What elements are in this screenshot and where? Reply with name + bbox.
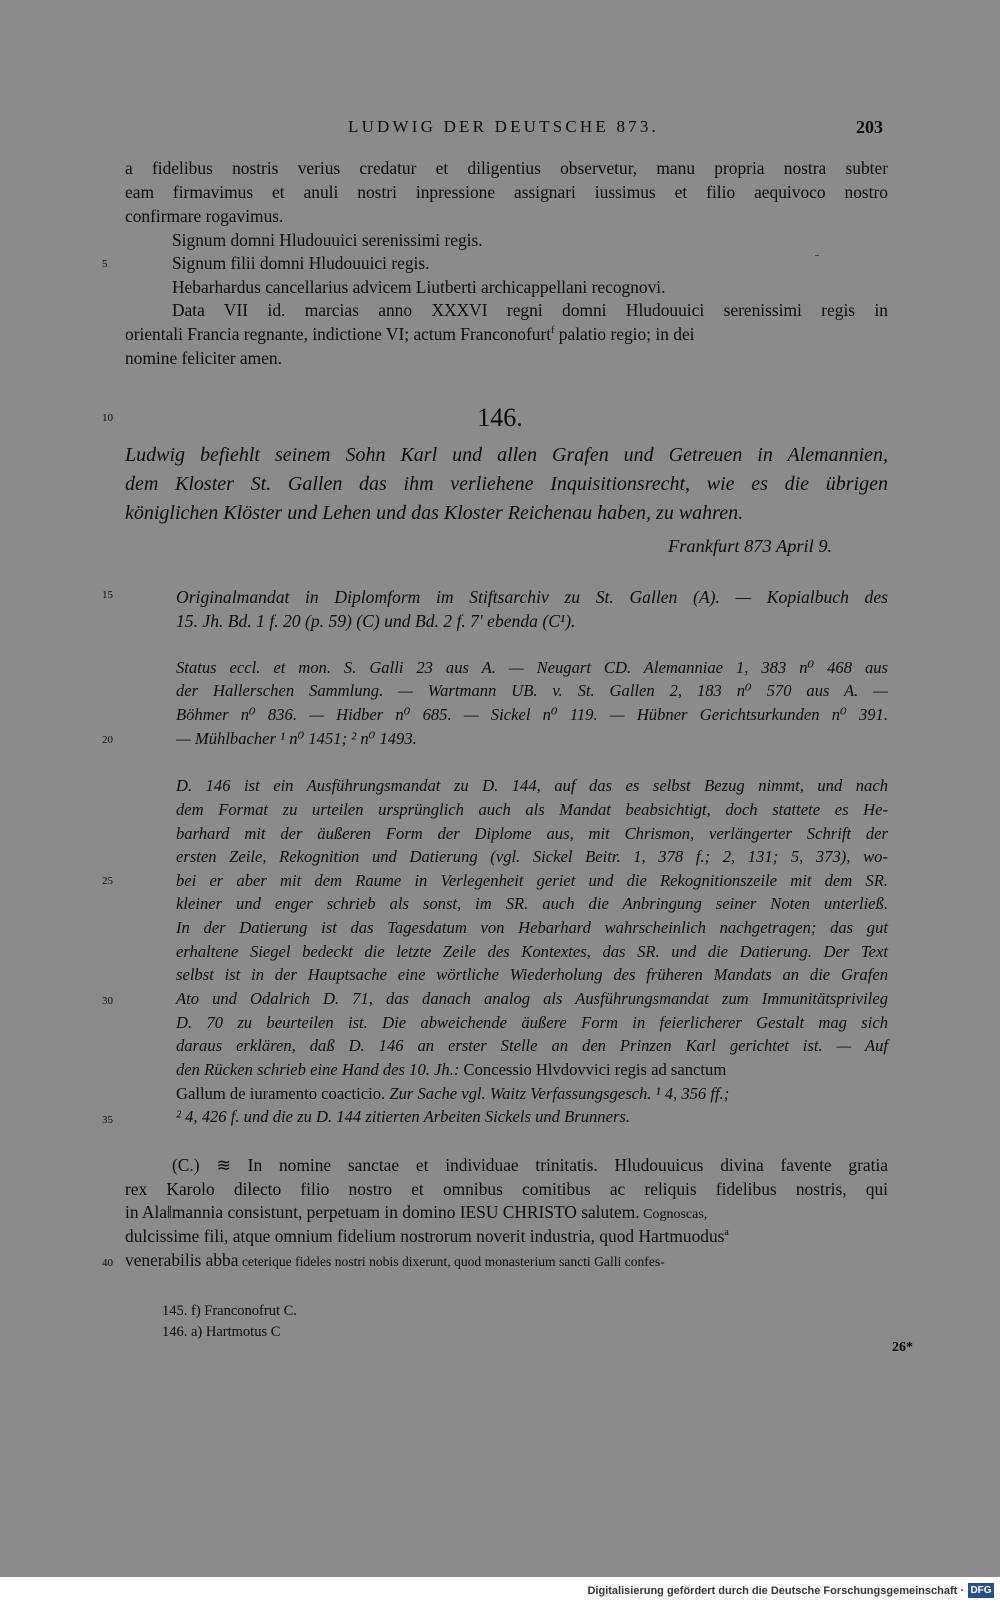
prev-text-line: Data VII id. marcias anno XXXVI regni domni Hludouuici serenissimi regis in <box>172 300 888 320</box>
commentary-line: D. 146 ist ein Ausführungsmandat zu D. 144, auf das es selbst Bezug nimmt, und nach <box>176 776 888 795</box>
footnote: 145. f) Franconofrut C. <box>162 1303 297 1319</box>
prev-text-line: nomine feliciter amen. <box>125 348 282 368</box>
prev-text-line <box>125 324 888 345</box>
prev-text-line: Hebarhardus cancellarius advicem Liutberti archicappellani recognovi. <box>172 277 666 297</box>
regest-line: Ludwig befiehlt seinem Sohn Karl und allen Grafen und Getreuen in Alemannien, <box>125 444 888 466</box>
line-number: 5 <box>102 258 108 270</box>
commentary-segment: den Rücken schrieb eine Hand des 10. Jh.: <box>176 1060 460 1079</box>
commentary-quote: Gallum de iuramento coacticio. <box>176 1084 386 1103</box>
text-segment: in Ala‖mannia consistunt, perpetuam in domino IESU CHRISTO salutem. <box>125 1202 640 1222</box>
tradition-line: Originalmandat in Diplomform im Stiftsarchiv zu St. Gallen (A). — Kopialbuch des <box>176 587 888 607</box>
dfg-credit-text: Digitalisierung gefördert durch die Deutsche Forschungsgemeinschaft · <box>587 1585 964 1597</box>
prev-text-segment: orientali Francia regnante, indictione VI; actum Franconofurt <box>125 324 552 344</box>
text-segment: venerabilis abba <box>125 1250 239 1270</box>
editions-line: Status eccl. et mon. S. Galli 23 aus A. — Neugart CD. Alemanniae 1, 383 n⁰ 468 aus <box>176 658 888 677</box>
commentary-segment: Zur Sache vgl. Waitz Verfassungsgesch. ¹ 4, 356 ff.; <box>385 1084 730 1103</box>
line-number: 20 <box>102 734 113 746</box>
text-segment: dulcissime fili, atque omnium fidelium nostrorum noverit industria, quod Hartmuodus <box>125 1226 725 1246</box>
prev-text-line: Signum filii domni Hludouuici regis. <box>172 253 430 273</box>
tradition-line: 15. Jh. Bd. 1 f. 20 (p. 59) (C) und Bd. 2 f. 7' ebenda (C¹). <box>176 611 576 631</box>
commentary-line <box>176 1060 888 1080</box>
text-segment: ceterique fideles nostri nobis dixerunt, quod monasterium sancti Galli confes- <box>238 1254 665 1269</box>
page-header-title: LUDWIG DER DEUTSCHE 873. <box>348 117 659 136</box>
commentary-line: dem Format zu urteilen ursprünglich auch als Mandat beabsichtigt, doch stattete es He- <box>176 800 888 819</box>
commentary-line: In der Datierung ist das Tagesdatum von Hebarhard wahrscheinlich nachgetragen; das gut <box>176 918 888 937</box>
prev-text-segment: palatio regio; in dei <box>554 324 695 344</box>
line-number: 40 <box>102 1257 113 1269</box>
commentary-line: daraus erklären, daß D. 146 an erster Stelle an den Prinzen Karl gerichtet ist. — Auf <box>176 1036 888 1055</box>
commentary-line: ersten Zeile, Rekognition und Datierung (vgl. Sickel Beitr. 1, 378 f.; 2, 131; 5, 373), wo- <box>176 847 888 866</box>
prev-text-line: a fidelibus nostris verius credatur et diligentius observetur, manu propria nostra subter <box>125 158 888 178</box>
editions-line: — Mühlbacher ¹ n⁰ 1451; ² n⁰ 1493. <box>176 729 417 748</box>
editions-line: der Hallerschen Sammlung. — Wartmann UB. v. St. Gallen 2, 183 n⁰ 570 aus A. — <box>176 681 888 700</box>
line-number: 15 <box>102 589 113 601</box>
footnote-mark: a <box>724 1227 729 1239</box>
editions-line: Böhmer n⁰ 836. — Hidber n⁰ 685. — Sickel n⁰ 119. — Hübner Gerichtsurkunden n⁰ 391. <box>176 705 888 724</box>
commentary-quote: Concessio Hlvdovvici regis ad sanctum <box>459 1060 727 1079</box>
page-number: 203 <box>856 117 883 137</box>
commentary-line <box>176 1084 888 1104</box>
prev-text-line: Signum domni Hludouuici serenissimi regis. <box>172 230 483 250</box>
text-line <box>125 1202 888 1223</box>
commentary-line: barhard mit der äußeren Form der Diplome aus, mit Chrismon, verlängerter Schrift der <box>176 824 888 843</box>
dfg-logo[interactable]: DFG <box>968 1583 994 1598</box>
commentary-line: bei er aber mit dem Raume in Verlegenheit geriet und die Rekognitionszeile mit dem SR. <box>176 871 888 890</box>
footnote: 146. a) Hartmotus C <box>162 1324 281 1340</box>
sheet-signature: 26* <box>892 1340 913 1355</box>
line-number: 10 <box>102 412 113 424</box>
line-number: 25 <box>102 875 113 887</box>
document-number: 146. <box>477 403 523 432</box>
commentary-line: kleiner und enger schrieb als sonst, im SR. auch die Anbringung seiner Noten unterließ. <box>176 894 888 913</box>
commentary-line: Ato und Odalrich D. 71, das danach analog als Ausführungsmandat zum Immunitätsprivileg <box>176 989 888 1008</box>
place-date: Frankfurt 873 April 9. <box>668 536 833 556</box>
prev-text-line: eam firmavimus et anuli nostri inpressione assignari iussimus et filio aequivoco nostro <box>125 182 888 202</box>
commentary-line: erhaltene Siegel bedeckt die letzte Zeile des Kontextes, das SR. und die Datierung. Der Text <box>176 942 888 961</box>
line-number: 30 <box>102 995 113 1007</box>
text-line <box>125 1250 665 1271</box>
commentary-line: selbst ist in der Hauptsache eine wörtliche Wiederholung des früheren Mandats an die Grafen <box>176 965 888 984</box>
text-segment: Cognoscas, <box>639 1207 708 1222</box>
regest-line: königlichen Klöster und Lehen und das Kloster Reichenau haben, zu wahren. <box>125 502 744 524</box>
margin-mark <box>815 255 819 256</box>
text-line: rex Karolo dilecto filio nostro et omnibus comitibus ac reliquis fidelibus nostris, qui <box>125 1179 888 1199</box>
commentary-line: D. 70 zu beurteilen ist. Die abweichende äußere Form in feierlicherer Gestalt mag sich <box>176 1013 888 1032</box>
regest-line: dem Kloster St. Gallen das ihm verliehene Inquisitionsrecht, wie es die übrigen <box>125 473 888 495</box>
commentary-line: ² 4, 426 f. und die zu D. 144 zitierten Arbeiten Sickels und Brunners. <box>176 1107 631 1126</box>
line-number: 35 <box>102 1114 113 1126</box>
prev-text-line: confirmare rogavimus. <box>125 206 284 226</box>
footnote-mark: f <box>551 325 555 337</box>
text-line: (C.) ≋ In nomine sanctae et individuae trinitatis. Hludouuicus divina favente gratia <box>172 1155 888 1175</box>
text-line <box>125 1226 729 1247</box>
dfg-footer-bar <box>0 1577 1000 1603</box>
